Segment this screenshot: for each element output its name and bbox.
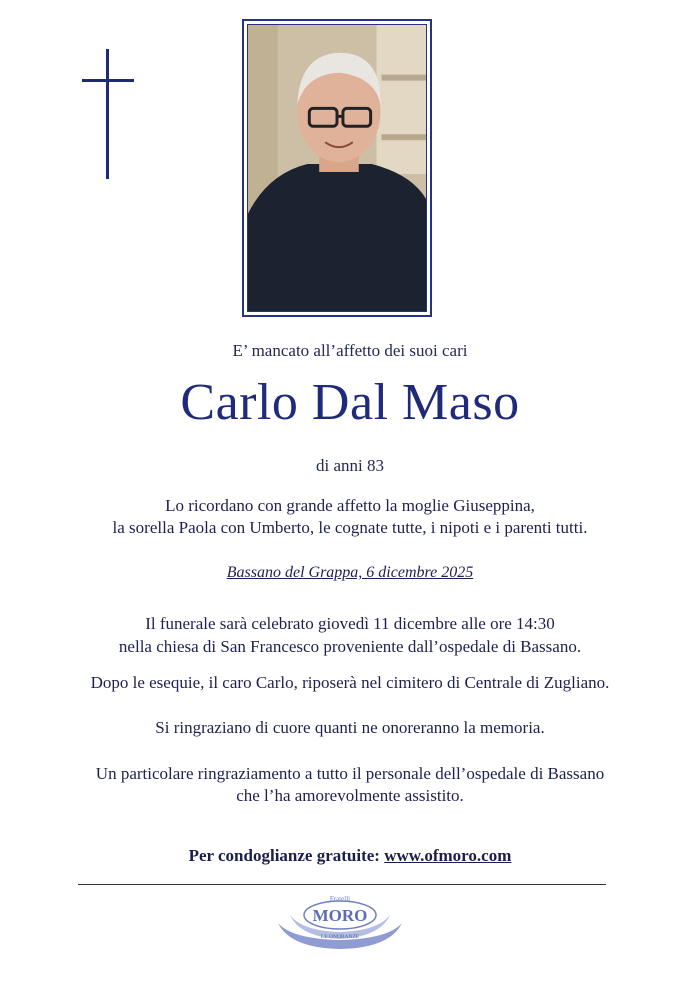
condolences-link[interactable]: www.ofmoro.com — [384, 846, 512, 865]
intro-text: E’ mancato all’affetto dei suoi cari — [232, 341, 468, 360]
burial-text: Dopo le esequie, il caro Carlo, riposerà nel cimitero di Centrale di Zugliano. — [90, 673, 610, 692]
svg-text:MORO: MORO — [312, 906, 368, 925]
svg-text:Fratelli: Fratelli — [329, 895, 351, 903]
deceased-name: Carlo Dal Maso — [180, 374, 520, 431]
condolences-label: Per condoglianze gratuite: — [188, 846, 380, 865]
special-thanks-line-2: che l’ha amorevolmente assistito. — [236, 786, 464, 805]
svg-text:LE ONORANZE: LE ONORANZE — [320, 934, 360, 940]
portrait-photo-frame — [242, 19, 432, 317]
age-text: di anni 83 — [316, 456, 384, 475]
remembered-line-2: la sorella Paola con Umberto, le cognate tutte, i nipoti e i parenti tutti. — [112, 518, 588, 537]
fratelli-moro-logo — [270, 893, 410, 953]
divider — [78, 884, 606, 885]
funeral-line-2: nella chiesa di San Francesco proveniente dall’ospedale di Bassano. — [118, 637, 582, 656]
funeral-line-1: Il funerale sarà celebrato giovedì 11 dicembre alle ore 14:30 — [145, 614, 555, 633]
special-thanks-line-1: Un particolare ringraziamento a tutto il personale dell’ospedale di Bassano — [95, 764, 605, 783]
thanks-text: Si ringraziano di cuore quanti ne onoreranno la memoria. — [155, 718, 545, 737]
place-date: Bassano del Grappa, 6 dicembre 2025 — [226, 564, 474, 581]
cross-icon — [82, 49, 134, 179]
portrait-photo — [247, 24, 427, 312]
condolences-line — [0, 846, 700, 866]
remembered-line-1: Lo ricordano con grande affetto la moglie Giuseppina, — [165, 496, 535, 515]
